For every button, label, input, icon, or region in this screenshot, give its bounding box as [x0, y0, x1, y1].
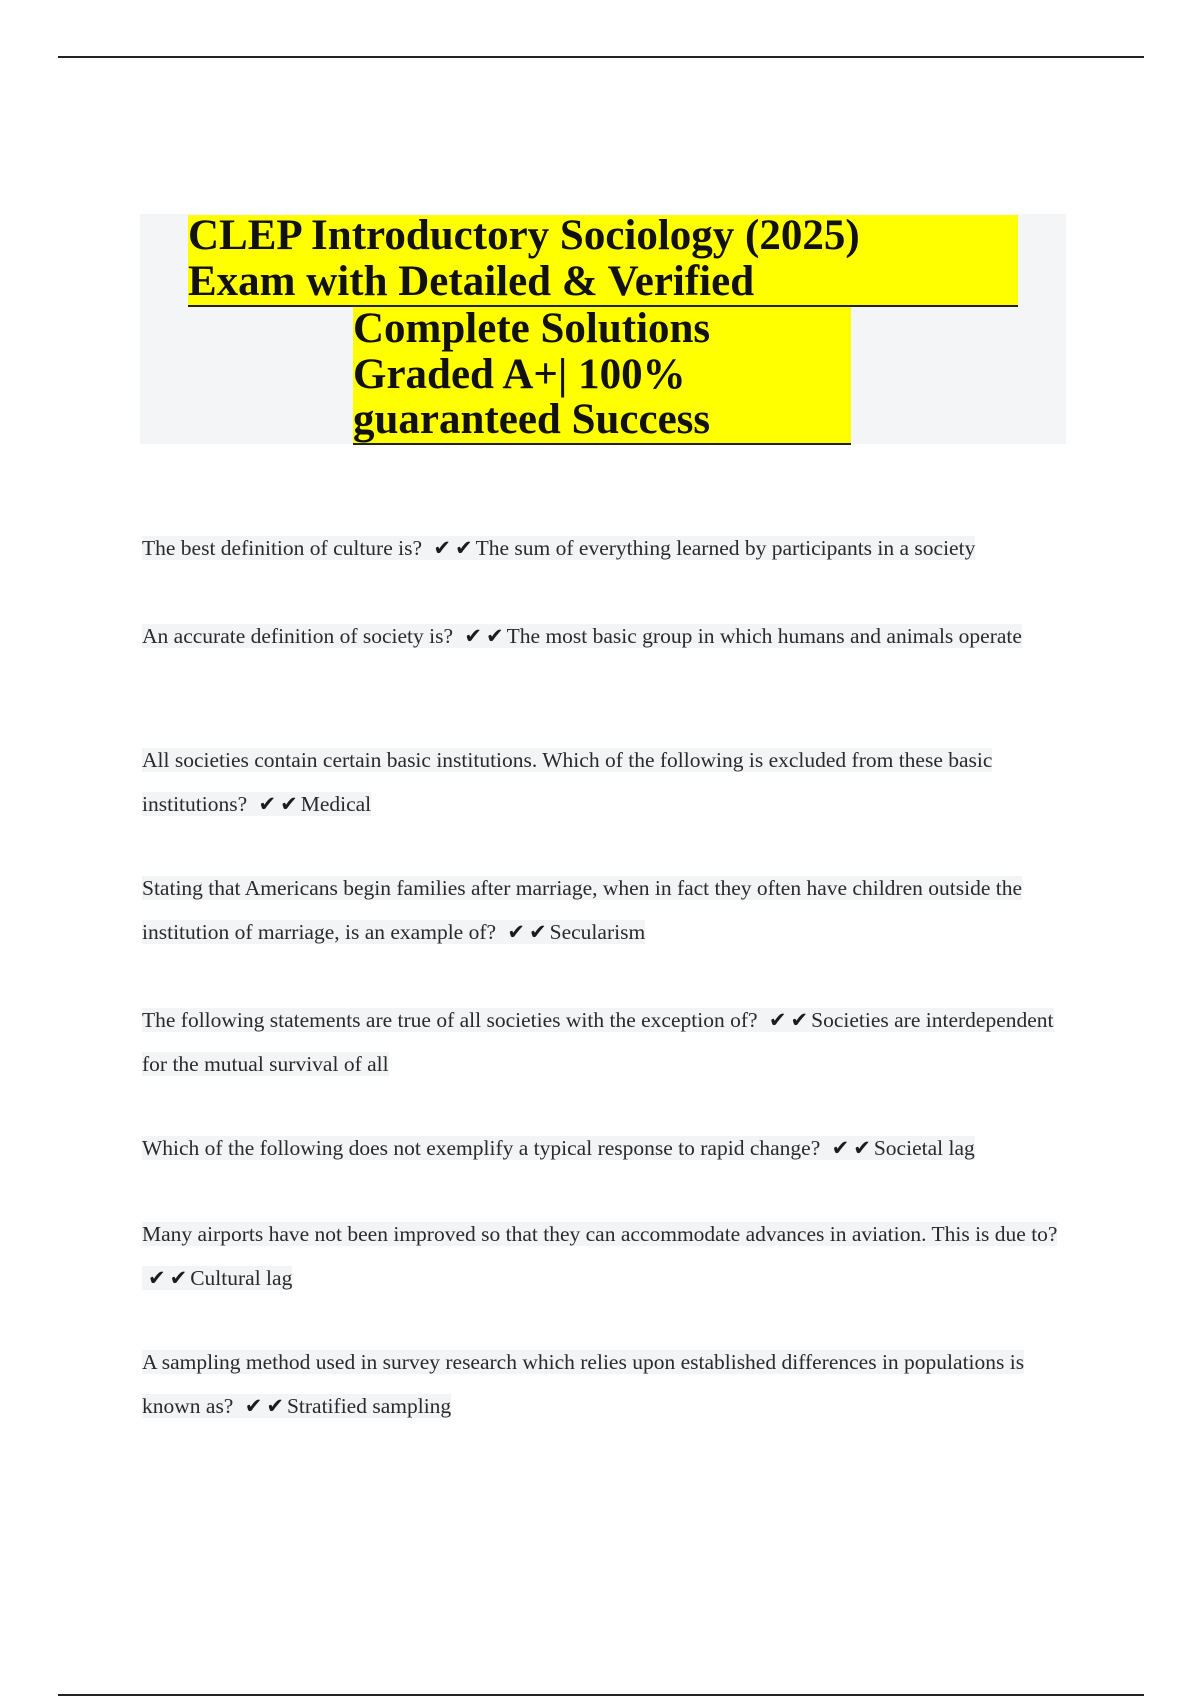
title-line-3: Complete Solutions — [353, 305, 711, 352]
check-icon: ✔ — [768, 1008, 787, 1032]
answer-text: Stratified sampling — [286, 1394, 452, 1418]
check-icon: ✔ — [280, 792, 298, 816]
question-text: Which of the following does not exemplify a typical response to rapid change? — [142, 1136, 826, 1160]
check-icon: ✔ — [148, 1266, 166, 1290]
qa-item — [142, 1126, 1062, 1170]
check-icon: ✔ — [507, 920, 526, 944]
question-text: The best definition of culture is? — [142, 536, 428, 560]
answer-text: Societal lag — [873, 1136, 975, 1160]
check-icon: ✔ — [455, 536, 473, 560]
title-line-2: Exam with Detailed & Verified — [188, 258, 755, 305]
top-rule — [58, 56, 1144, 58]
question-text: An accurate definition of society is? — [142, 624, 459, 648]
question-text: All societies contain certain basic institutions. Which of the following is excluded from these basic institutions? — [142, 748, 993, 816]
check-icon: ✔ — [831, 1136, 850, 1160]
answer-text: Medical — [300, 792, 372, 816]
bottom-rule — [58, 1694, 1144, 1696]
qa-item — [142, 738, 1062, 826]
qa-highlight — [142, 1008, 1054, 1076]
qa-item — [142, 526, 1062, 570]
answer-text: The sum of everything learned by participants in a society — [475, 536, 976, 560]
question-text: Many airports have not been improved so that they can accommodate advances in aviation. This is due to? — [142, 1222, 1058, 1246]
answer-text: The most basic group in which humans and animals operate — [506, 624, 1022, 648]
qa-item — [142, 866, 1062, 954]
check-icon: ✔ — [169, 1266, 188, 1290]
qa-highlight — [142, 1222, 1057, 1290]
check-icon: ✔ — [529, 920, 547, 944]
qa-highlight — [142, 748, 992, 816]
qa-highlight — [142, 1136, 975, 1160]
qa-item — [142, 1340, 1062, 1428]
question-text: A sampling method used in survey research which relies upon established differences in populations is known as? — [142, 1350, 1025, 1418]
check-icon: ✔ — [853, 1136, 871, 1160]
title-line-4: Graded A+| 100% — [353, 351, 686, 398]
check-icon: ✔ — [486, 624, 504, 648]
answer-text: Cultural lag — [190, 1266, 293, 1290]
qa-item — [142, 614, 1062, 658]
qa-highlight — [142, 1350, 1024, 1418]
qa-highlight — [142, 536, 975, 560]
check-icon: ✔ — [244, 1394, 263, 1418]
check-icon: ✔ — [266, 1394, 284, 1418]
title-line-1: CLEP Introductory Sociology (2025) — [188, 212, 860, 259]
question-text: Stating that Americans begin families after marriage, when in fact they often have children outside the institution of marriage, is an example of? — [142, 876, 1022, 944]
answer-text: Secularism — [549, 920, 646, 944]
check-icon: ✔ — [433, 536, 451, 560]
check-icon: ✔ — [258, 792, 277, 816]
qa-item — [142, 1212, 1062, 1300]
check-icon: ✔ — [790, 1008, 809, 1032]
qa-highlight — [142, 876, 1022, 944]
qa-highlight — [142, 624, 1022, 648]
question-text: The following statements are true of all societies with the exception of? — [142, 1008, 763, 1032]
title-line-5: guaranteed Success — [353, 396, 711, 443]
check-icon: ✔ — [464, 624, 483, 648]
answer-text: Societies are interdependent for the mutual survival of all — [142, 1008, 1054, 1076]
qa-item — [142, 998, 1062, 1086]
